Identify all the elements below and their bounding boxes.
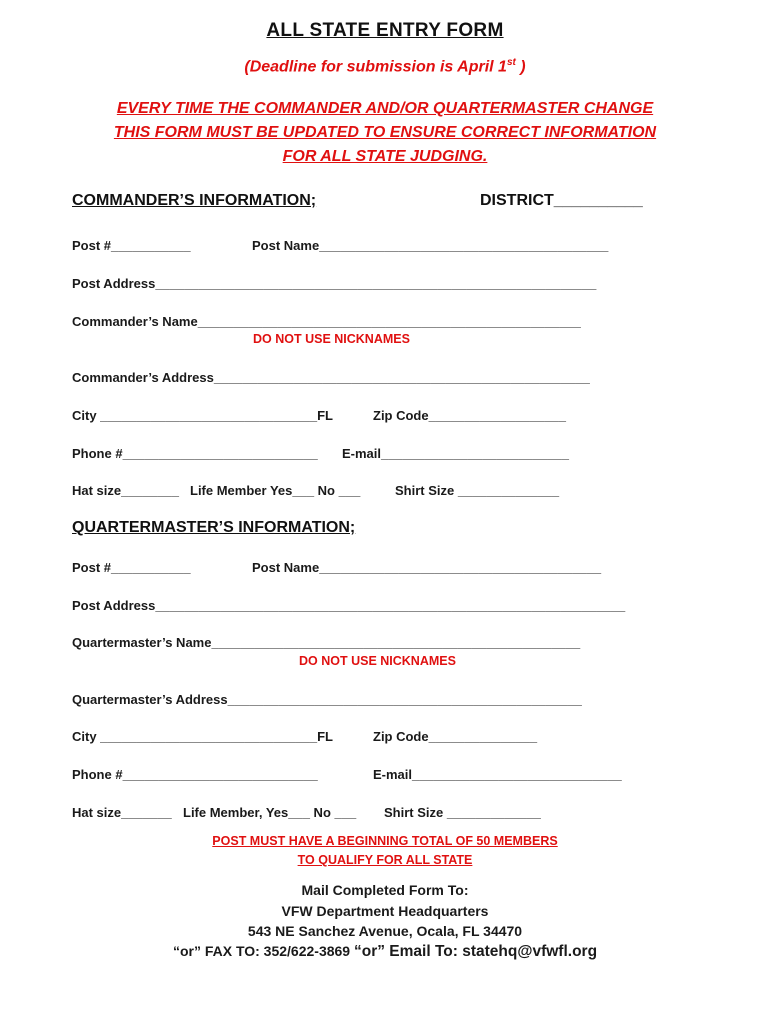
deadline-note	[0, 57, 770, 76]
commander-heading: COMMANDER’S INFORMATION;	[72, 192, 317, 209]
membership-notice-line-2: TO QUALIFY FOR ALL STATE	[297, 853, 473, 867]
mail-contact-line	[0, 943, 770, 961]
quartermaster-address-field[interactable]: Quartermaster’s Address_________________________________________________	[72, 692, 582, 707]
quartermaster-life-member-field[interactable]: Life Member, Yes___ No ___	[183, 805, 357, 820]
commander-post-address-field[interactable]: Post Address_____________________________________________________________	[72, 276, 597, 291]
quartermaster-shirt-size-field[interactable]: Shirt Size _____________	[384, 805, 541, 820]
commander-post-number-field[interactable]: Post #___________	[72, 238, 191, 253]
district-field[interactable]: DISTRICT__________	[480, 192, 643, 209]
deadline-text: (Deadline for submission is April 1	[244, 58, 507, 76]
update-warning	[60, 97, 710, 169]
deadline-sup: st	[506, 57, 516, 68]
form-title: ALL STATE ENTRY FORM	[266, 20, 504, 41]
commander-city-field[interactable]: City ______________________________FL	[72, 408, 333, 423]
quartermaster-heading: QUARTERMASTER’S INFORMATION;	[72, 519, 356, 536]
membership-notice-line-1: POST MUST HAVE A BEGINNING TOTAL OF 50 MEMBERS	[212, 834, 558, 848]
quartermaster-city-field[interactable]: City ______________________________FL	[72, 729, 333, 744]
commander-zip-field[interactable]: Zip Code___________________	[373, 408, 566, 423]
quartermaster-post-address-field[interactable]: Post Address_________________________________________________________________	[72, 598, 626, 613]
quartermaster-phone-field[interactable]: Phone #___________________________	[72, 767, 318, 782]
commander-hat-size-field[interactable]: Hat size________	[72, 483, 179, 498]
commander-address-field[interactable]: Commander’s Address____________________________________________________	[72, 370, 590, 385]
deadline-close: )	[515, 58, 526, 76]
commander-shirt-size-field[interactable]: Shirt Size ______________	[395, 483, 560, 498]
commander-name-field[interactable]: Commander’s Name_____________________________________________________	[72, 314, 581, 329]
commander-life-member-field[interactable]: Life Member Yes___ No ___	[190, 483, 361, 498]
commander-post-name-field[interactable]: Post Name________________________________________	[252, 238, 609, 253]
quartermaster-no-nicknames-note: DO NOT USE NICKNAMES	[299, 654, 456, 668]
quartermaster-post-name-field[interactable]: Post Name_______________________________________	[252, 560, 602, 575]
quartermaster-hat-size-field[interactable]: Hat size_______	[72, 805, 172, 820]
commander-no-nicknames-note: DO NOT USE NICKNAMES	[253, 332, 410, 346]
quartermaster-zip-field[interactable]: Zip Code_______________	[373, 729, 538, 744]
commander-phone-field[interactable]: Phone #___________________________	[72, 446, 318, 461]
mail-organization: VFW Department Headquarters	[281, 903, 489, 919]
commander-email-field[interactable]: E-mail__________________________	[342, 446, 569, 461]
warning-line-2: THIS FORM MUST BE UPDATED TO ENSURE CORRECT INFORMATION	[113, 124, 657, 141]
quartermaster-post-number-field[interactable]: Post #___________	[72, 560, 191, 575]
warning-line-3: FOR ALL STATE JUDGING.	[282, 148, 488, 165]
mail-address: 543 NE Sanchez Avenue, Ocala, FL 34470	[247, 923, 523, 939]
quartermaster-name-field[interactable]: Quartermaster’s Name___________________________________________________	[72, 635, 581, 650]
quartermaster-email-field[interactable]: E-mail_____________________________	[373, 767, 622, 782]
fax-number: “or” FAX TO: 352/622-3869	[172, 943, 351, 959]
warning-line-1: EVERY TIME THE COMMANDER AND/OR QUARTERMASTER CHANGE	[116, 100, 654, 117]
mail-heading: Mail Completed Form To:	[301, 882, 469, 898]
email-address[interactable]: “or” Email To: statehq@vfwfl.org	[354, 943, 598, 960]
